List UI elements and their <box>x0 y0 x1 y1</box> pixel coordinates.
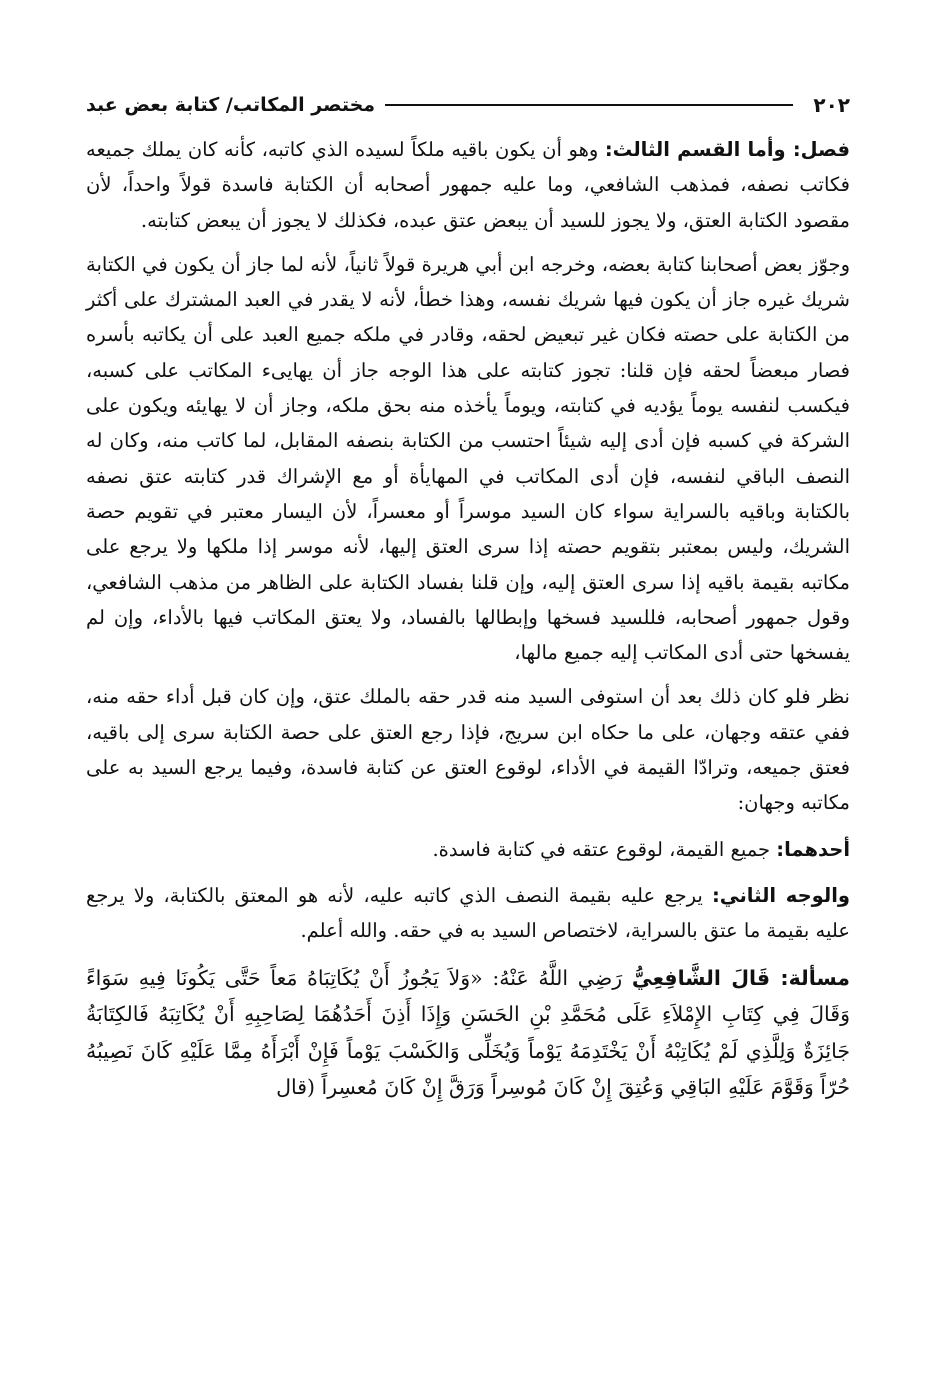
paragraph-masala <box>86 960 850 1106</box>
paragraph-second <box>86 247 850 671</box>
view-label: والوجه الثاني: <box>711 883 850 907</box>
page-header <box>86 86 850 124</box>
paragraph-first-view <box>86 832 850 867</box>
paragraph-text: وجوّز بعض أصحابنا كتابة بعضه، وخرجه ابن أبي هريرة قولاً ثانياً، لأنه لما جاز أن يكون في الكتابة شريك غيره جاز أن يكون فيها شريك نفسه، وهذا خطأ، لأنه لا يقدر في العبد المشترك على أكثر من الكتابة على حصته فكان غير تبعيض لحقه، وقادر في ملكه جميع العبد على أن يكاتبه بأسره فصار مبعضاً لحقه فإن قلنا: تجوز كتابته على هذا الوجه جاز أن يهايىء المكاتب على كسبه، فيكسب لنفسه يوماً يؤديه في كتابته، ويوماً يأخذه منه بحق ملكه، وجاز أن لا يهايئه ويكون على الشركة في كسبه فإن أدى إليه شيئاً احتسب من الكتابة بنصفه المقابل، لما كاتب منه، وكان له النصف الباقي لنفسه، فإن أدى المكاتب في المهايأة أو مع الإشراك قدر كتابته عتق نصفه بالكتابة وباقيه بالسراية سواء كان السيد موسراً أو معسراً، لأن اليسار معتبر في تقويم حصة الشريك، وليس بمعتبر بتقويم حصته إذا سرى العتق إليها، لأنه موسر إذا ملكها ولا يرجع على مكاتبه بقيمة باقيه إذا سرى العتق إليه، وإن قلنا بفساد الكتابة على الظاهر من مذهب الشافعي، وقول جمهور أصحابه، فللسيد فسخها وإبطالها بالفساد، ولا يعتق المكاتب فيها بالأداء، وإن لم يفسخها حتى أدى المكاتب إليه جميع مالها، <box>86 252 850 665</box>
paragraph-text: جميع القيمة، لوقوع عتقه في كتابة فاسدة. <box>432 837 771 861</box>
paragraph-fasl <box>86 132 850 238</box>
running-title: مختصر المكاتب/ كتابة بعض عبد <box>86 94 376 116</box>
view-label: أحدهما: <box>776 837 850 861</box>
paragraph-text: وهو أن يكون باقيه ملكاً لسيده الذي كاتبه، كأنه كان يملك جميعه فكاتب نصفه، فمذهب الشافعي، وما عليه جمهور أصحابه أن الكتابة فاسدة قولاً واحداً، لأن مقصود الكتابة العتق، ولا يجوز للسيد أن يبعض عتق عبده، فكذلك لا يجوز أن يبعض كتابته. <box>86 138 850 232</box>
page-body <box>86 132 850 1106</box>
paragraph-second-view <box>86 878 850 949</box>
page-number: ٢٠٢ <box>813 93 850 117</box>
paragraph-text: يرجع عليه بقيمة النصف الذي كاتبه عليه، لأنه هو المعتق بالكتابة، ولا يرجع عليه بقيمة ما عتق بالسراية، لاختصاص السيد به في حقه. والله أعلم. <box>86 883 850 943</box>
paragraph-text: نظر فلو كان ذلك بعد أن استوفى السيد منه قدر حقه بالملك عتق، وإن كان قبل أداء حقه منه، ففي عتقه وجهان، على ما حكاه ابن سريج، فإذا رجع العتق على حصة الكتابة سرى إلى باقيه، فعتق جميعه، وترادّا القيمة في الأداء، لوقوع العتق عن كتابة فاسدة، وفيما يرجع السيد به على مكاتبه وجهان: <box>86 685 850 815</box>
paragraph-third <box>86 679 850 820</box>
quoted-text: رَضِي اللَّهُ عَنْهُ: «وَلاَ يَجُوزُ أَنْ يُكَاتِبَاهُ مَعاً حَتَّى يَكُونَا فِيهِ سَوَاءً وَقَالَ فِي كِتَابِ الإِمْلاَءِ عَلَى مُحَمَّدِ بْنِ الحَسَنِ وَإِذَا أَذِنَ أَحَدُهُمَا لِصَاحِبِهِ أَنْ يُكَاتِبَهُ فَالكِتَابَةُ جَائِزَةٌ وَلِلَّذِي لَمْ يُكَاتِبْهُ أَنْ يَخْتَدِمَهُ يَوْماً وَيُخَلِّى وَالكَسْبَ يَوْماً فَإِنْ أَبْرَأَهُ مِمَّا عَلَيْهِ كَانَ نَصِيبُهُ حُرّاً وَقَوَّمَ عَلَيْهِ البَاقِي وَعُتِقَ إِنْ كَانَ مُوسِراً وَرَقَّ إِنْ كَانَ مُعسِراً (قال <box>86 965 850 1100</box>
masala-label: مسألة: قَالَ الشَّافِعِيُّ <box>631 965 850 990</box>
section-label: فصل: وأما القسم الثالث: <box>604 138 851 161</box>
header-rule <box>385 104 793 106</box>
